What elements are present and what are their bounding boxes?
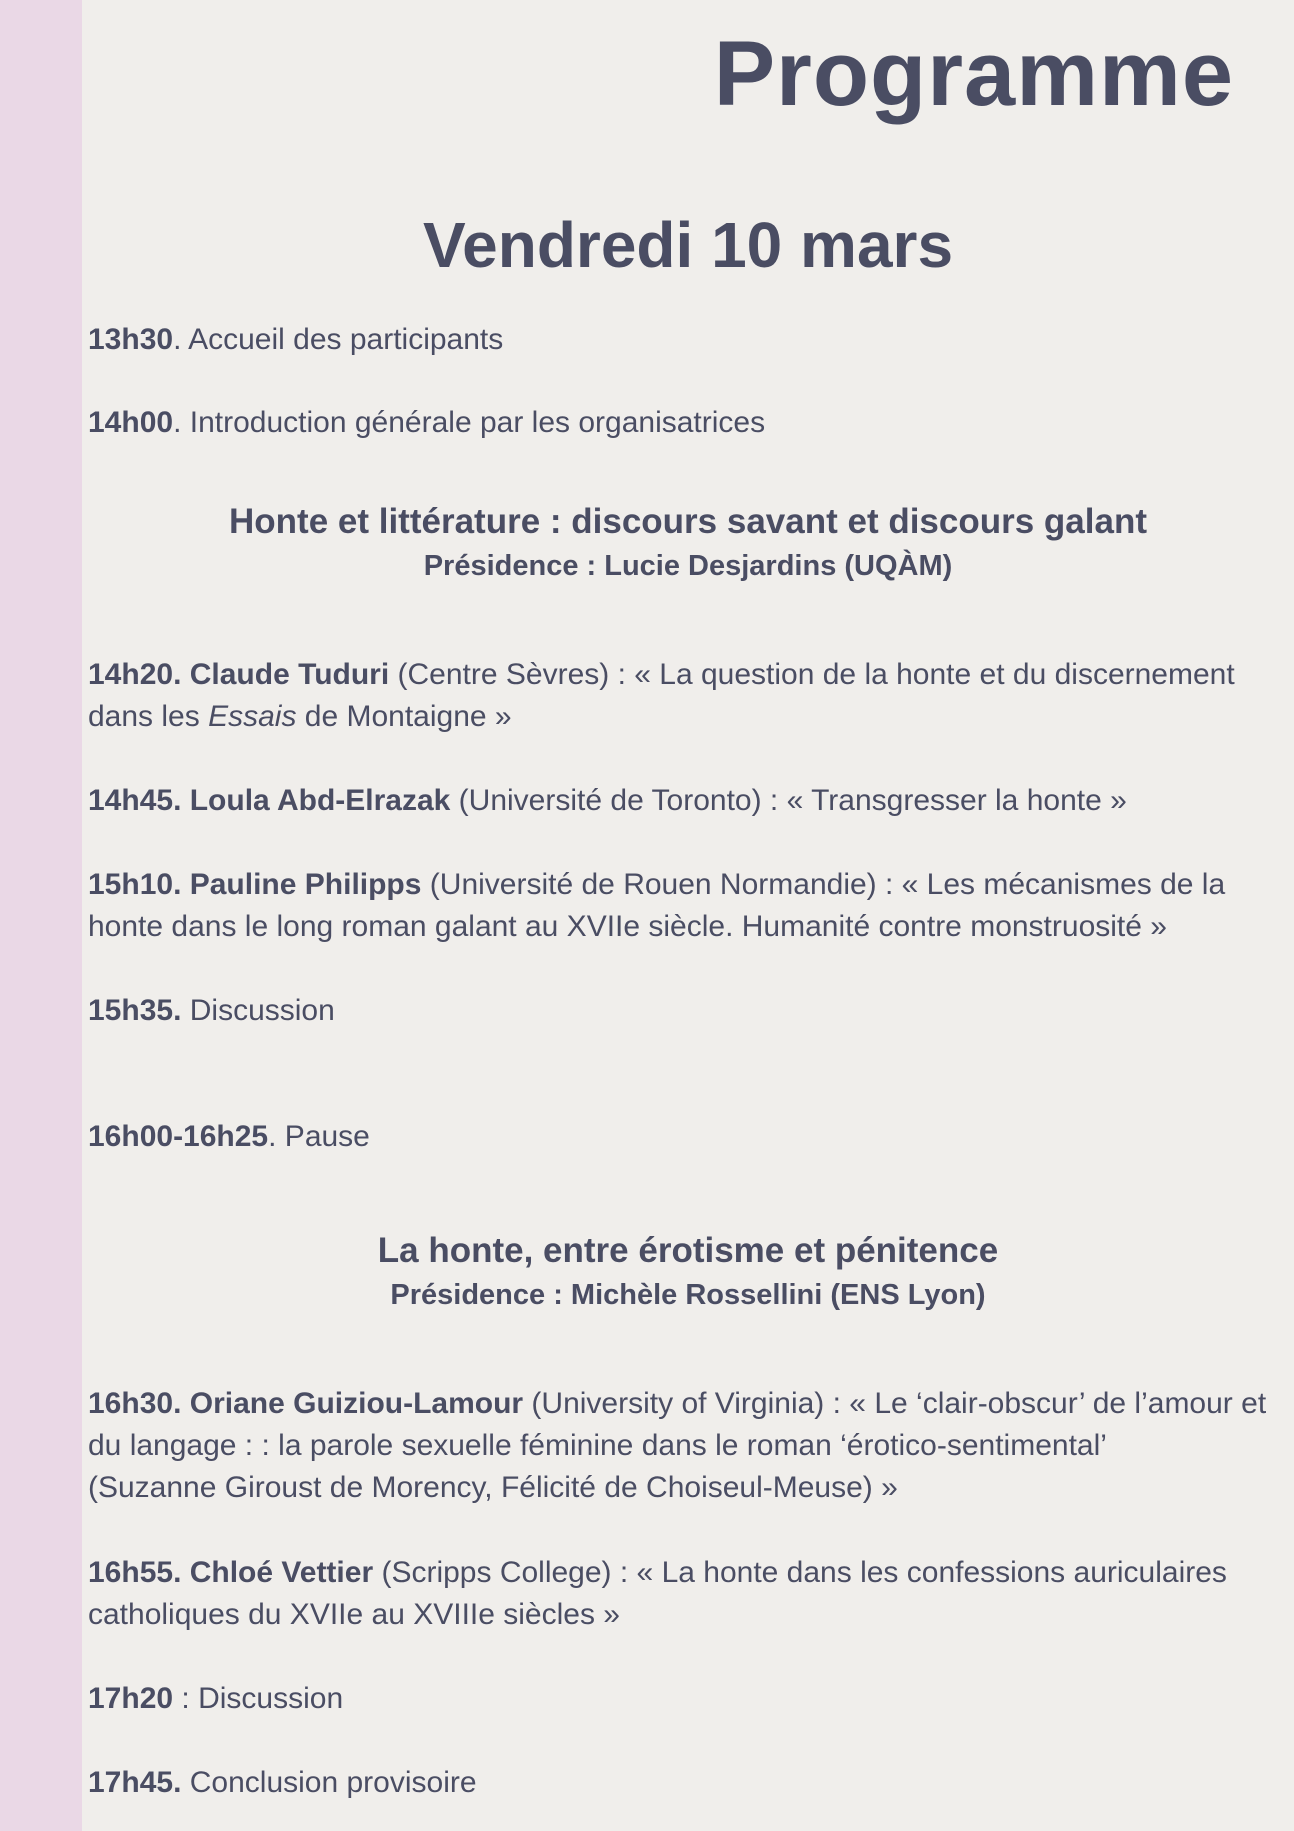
speaker-name: Chloé Vettier <box>189 1556 374 1589</box>
speaker-name: Claude Tuduri <box>189 658 390 691</box>
book-title: Essais <box>208 700 297 733</box>
schedule-item-welcome: 13h30. Accueil des participants <box>88 323 504 356</box>
schedule-item-introduction: 14h00. Introduction générale par les organisatrices <box>88 406 766 439</box>
schedule-item-talk: 15h10. Pauline Philipps (Université de Rouen Normandie) : « Les mécanismes de la honte dans le long roman galant au XVIIe siècle. Humanité contre monstruosité » <box>88 868 1226 943</box>
time: 13h30 <box>88 323 174 356</box>
side-color-band <box>0 0 82 1831</box>
schedule-item-talk: 16h55. Chloé Vettier (Scripps College) : « La honte dans les confessions auriculaires catholiques du XVIIe au XVIIIe siècles » <box>88 1556 1227 1631</box>
session-title: La honte, entre érotisme et pénitence <box>377 1231 999 1270</box>
speaker-name: Oriane Guiziou-Lamour <box>189 1387 524 1420</box>
schedule-item-talk: 14h45. Loula Abd-Elrazak (Université de Toronto) : « Transgresser la honte » <box>88 784 1127 817</box>
item-text: Accueil des participants <box>181 323 504 356</box>
speaker-name: Loula Abd-Elrazak <box>189 784 451 817</box>
session-presidence: Présidence : Michèle Rossellini (ENS Lyon) <box>390 1279 986 1311</box>
session-presidence: Présidence : Lucie Desjardins (UQÀM) <box>423 550 953 582</box>
schedule-item-discussion: 15h35. Discussion <box>88 994 335 1027</box>
schedule-item-talk: 16h30. Oriane Guiziou-Lamour (University of Virginia) : « Le ‘clair-obscur’ de l’amour et du langage : : la parole sexuelle féminine dans le roman ‘érotico-sentimental’ (Suzanne Giroust de Morency, Félicité de Choiseul-Meuse) » <box>88 1387 1267 1504</box>
session-title: Honte et littérature : discours savant et discours galant <box>229 502 1147 541</box>
schedule-item-talk: 14h20. Claude Tuduri (Centre Sèvres) : « La question de la honte et du discernement dans les Essais de Montaigne » <box>88 658 1235 733</box>
day-title: Vendredi 10 mars <box>422 209 954 281</box>
schedule-item-conclusion: 17h45. Conclusion provisoire <box>88 1766 477 1799</box>
item-text: Introduction générale par les organisatrices <box>181 406 766 439</box>
page-title: Programme <box>713 23 1234 125</box>
time: 14h00 <box>88 406 174 439</box>
schedule-item-discussion: 17h20 : Discussion <box>88 1682 344 1715</box>
schedule-item-pause: 16h00-16h25. Pause <box>88 1120 370 1153</box>
speaker-name: Pauline Philipps <box>189 868 422 901</box>
